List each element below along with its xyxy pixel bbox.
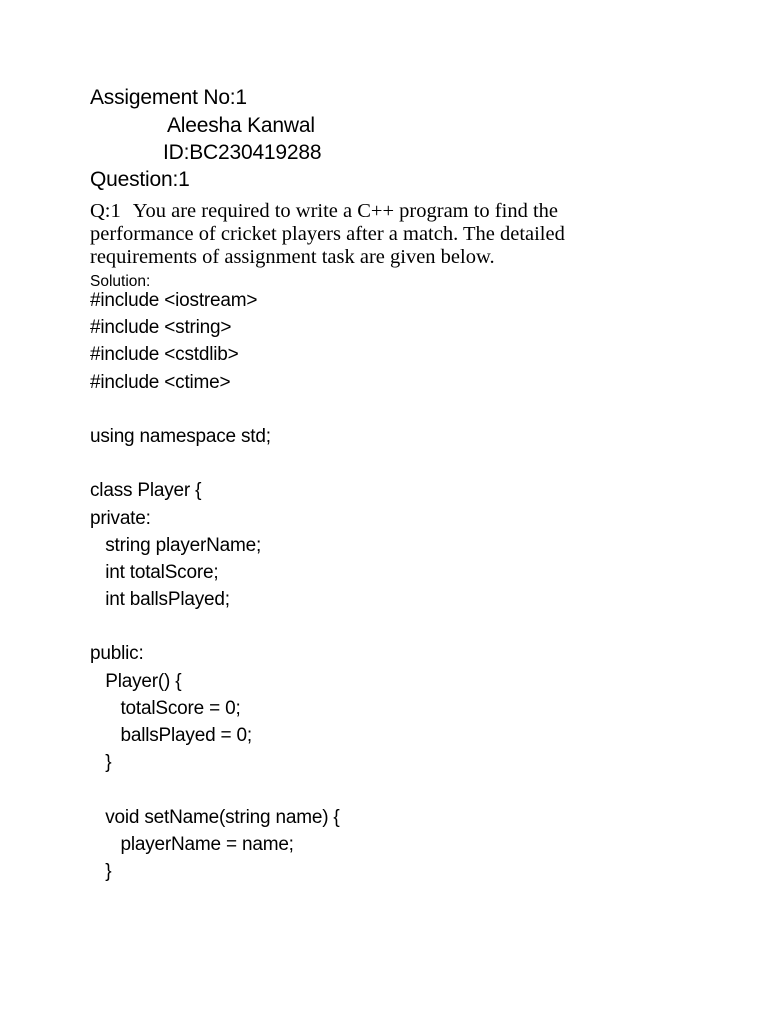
solution-label: Solution: (90, 273, 151, 290)
question-paragraph (90, 200, 650, 269)
student-id: ID:BC230419288 (163, 141, 322, 164)
code-line (90, 396, 340, 423)
assignment-title: Assigement No:1 (90, 86, 247, 109)
student-name: Aleesha Kanwal (167, 114, 315, 137)
code-line: #include <ctime> (90, 371, 231, 393)
code-line (90, 450, 340, 477)
code-line: int totalScore; (90, 561, 219, 583)
code-line: totalScore = 0; (90, 697, 241, 719)
code-line: playerName = name; (90, 833, 294, 855)
code-line: ballsPlayed = 0; (90, 725, 252, 746)
code-line: #include <cstdlib> (90, 344, 239, 366)
code-line (90, 776, 340, 803)
code-line: #include <string> (90, 317, 232, 339)
code-line: int ballsPlayed; (90, 589, 230, 611)
code-line: } (90, 752, 112, 774)
code-line: void setName(string name) { (90, 806, 340, 828)
code-line: } (90, 860, 112, 882)
question-text: You are required to write a C++ program to find the performance of cricket players after a match. The detailed requirements of assignment task are given below. (90, 200, 565, 268)
code-line (90, 613, 340, 640)
code-line: class Player { (90, 480, 202, 502)
code-line: using namespace std; (90, 425, 271, 447)
code-line: #include <iostream> (90, 290, 258, 311)
code-line: Player() { (90, 670, 182, 692)
code-line: private: (90, 507, 151, 529)
code-line: public: (90, 643, 144, 665)
question-number: Q:1 (90, 200, 121, 222)
code-block (90, 287, 340, 885)
question-label: Question:1 (90, 168, 190, 191)
code-line: string playerName; (90, 534, 262, 556)
